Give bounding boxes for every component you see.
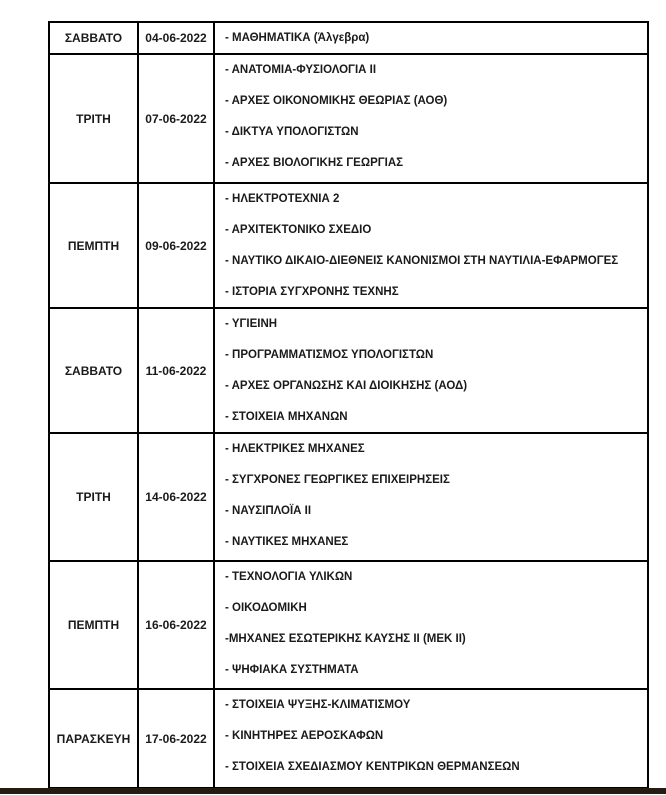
subject-item: - ΔΙΚΤΥΑ ΥΠΟΛΟΓΙΣΤΩΝ <box>225 126 359 138</box>
schedule-row <box>49 308 648 433</box>
date-cell: 09-06-2022 <box>138 183 214 308</box>
subject-item: - ΥΓΙΕΙΝΗ <box>225 318 278 330</box>
subject-item: - ΑΡΧΕΣ ΟΡΓΑΝΩΣΗΣ ΚΑΙ ΔΙΟΙΚΗΣΗΣ (ΑΟΔ) <box>225 380 468 392</box>
day-cell: ΣΑΒΒΑΤΟ <box>49 22 138 54</box>
subject-item: - ΣΤΟΙΧΕΙΑ ΨΥΞΗΣ-ΚΛΙΜΑΤΙΣΜΟΥ <box>225 699 411 711</box>
schedule-row <box>49 54 648 183</box>
day-cell: ΠΕΜΠΤΗ <box>49 561 138 689</box>
schedule-row <box>49 561 648 689</box>
date-cell: 14-06-2022 <box>138 433 214 561</box>
exam-schedule-table <box>48 21 649 789</box>
subject-item: - ΑΡΧΙΤΕΚΤΟΝΙΚΟ ΣΧΕΔΙΟ <box>225 224 372 236</box>
schedule-body <box>49 22 648 788</box>
subjects-cell <box>214 54 648 183</box>
subjects-cell <box>214 183 648 308</box>
subject-item: - ΝΑΥΤΙΚΟ ΔΙΚΑΙΟ-ΔΙΕΘΝΕΙΣ ΚΑΝΟΝΙΣΜΟΙ ΣΤΗ ΝΑΥΤΙΛΙΑ-ΕΦΑΡΜΟΓΕΣ <box>225 255 619 267</box>
day-cell: ΤΡΙΤΗ <box>49 433 138 561</box>
schedule-row <box>49 22 648 54</box>
schedule-row <box>49 183 648 308</box>
subject-item: - ΣΤΟΙΧΕΙΑ ΣΧΕΔΙΑΣΜΟΥ ΚΕΝΤΡΙΚΩΝ ΘΕΡΜΑΝΣΕΩΝ <box>225 761 520 773</box>
subject-item: - ΤΕΧΝΟΛΟΓΙΑ ΥΛΙΚΩΝ <box>225 571 353 583</box>
subject-item: -ΜΗΧΑΝΕΣ ΕΣΩΤΕΡΙΚΗΣ ΚΑΥΣΗΣ ΙΙ (ΜΕΚ ΙΙ) <box>225 633 466 645</box>
date-cell: 04-06-2022 <box>138 22 214 54</box>
subject-item: - ΙΣΤΟΡΙΑ ΣΥΓΧΡΟΝΗΣ ΤΕΧΝΗΣ <box>225 286 399 298</box>
subject-item: - ΟΙΚΟΔΟΜΙΚΗ <box>225 602 307 614</box>
subject-item: - ΗΛΕΚΤΡΟΤΕΧΝΙΑ 2 <box>225 193 340 205</box>
subjects-cell <box>214 561 648 689</box>
subject-item: - ΣΥΓΧΡΟΝΕΣ ΓΕΩΡΓΙΚΕΣ ΕΠΙΧΕΙΡΗΣΕΙΣ <box>225 474 450 486</box>
subject-item: - ΠΡΟΓΡΑΜΜΑΤΙΣΜΟΣ ΥΠΟΛΟΓΙΣΤΩΝ <box>225 349 434 361</box>
bottom-divider-bar <box>0 788 666 794</box>
subjects-cell <box>214 689 648 788</box>
date-cell: 11-06-2022 <box>138 308 214 433</box>
subjects-cell <box>214 22 648 54</box>
schedule-row <box>49 433 648 561</box>
subjects-cell <box>214 433 648 561</box>
subject-item: - ΣΤΟΙΧΕΙΑ ΜΗΧΑΝΩΝ <box>225 411 348 423</box>
subject-item: - ΝΑΥΣΙΠΛΟΪΑ ΙΙ <box>225 505 312 517</box>
subject-item: - ΑΡΧΕΣ ΒΙΟΛΟΓΙΚΗΣ ΓΕΩΡΓΙΑΣ <box>225 157 404 169</box>
day-cell: ΣΑΒΒΑΤΟ <box>49 308 138 433</box>
day-cell: ΠΑΡΑΣΚΕΥΗ <box>49 689 138 788</box>
subject-item: - ΜΑΘΗΜΑΤΙΚΑ (Άλγεβρα) <box>225 32 370 44</box>
subject-item: - ΑΝΑΤΟΜΙΑ-ΦΥΣΙΟΛΟΓΙΑ ΙΙ <box>225 64 377 76</box>
subject-item: - ΨΗΦΙΑΚΑ ΣΥΣΤΗΜΑΤΑ <box>225 664 359 676</box>
subject-item: - ΗΛΕΚΤΡΙΚΕΣ ΜΗΧΑΝΕΣ <box>225 443 365 455</box>
day-cell: ΤΡΙΤΗ <box>49 54 138 183</box>
day-cell: ΠΕΜΠΤΗ <box>49 183 138 308</box>
subject-item: - ΝΑΥΤΙΚΕΣ ΜΗΧΑΝΕΣ <box>225 536 349 548</box>
subjects-cell <box>214 308 648 433</box>
date-cell: 16-06-2022 <box>138 561 214 689</box>
date-cell: 17-06-2022 <box>138 689 214 788</box>
subject-item: - ΑΡΧΕΣ ΟΙΚΟΝΟΜΙΚΗΣ ΘΕΩΡΙΑΣ (ΑΟΘ) <box>225 95 448 107</box>
date-cell: 07-06-2022 <box>138 54 214 183</box>
subject-item: - ΚΙΝΗΤΗΡΕΣ ΑΕΡΟΣΚΑΦΩΝ <box>225 730 384 742</box>
schedule-row <box>49 689 648 788</box>
